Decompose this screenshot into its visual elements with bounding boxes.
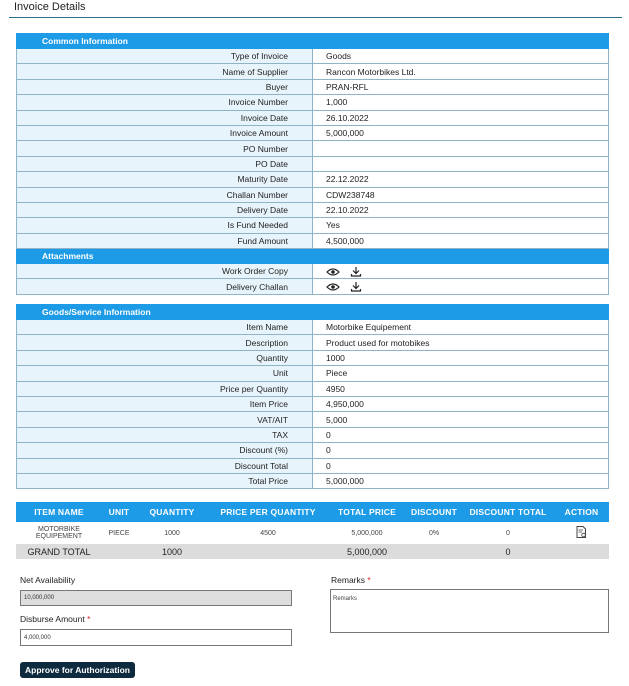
eye-icon[interactable] [326,282,340,292]
info-value: Yes [313,218,609,233]
goods-label: Price per Quantity [17,381,313,396]
goods-label: Quantity [17,350,313,365]
column-header: PRICE PER QUANTITY [208,502,328,522]
eye-icon[interactable] [326,267,340,277]
info-value: 22.10.2022 [313,202,609,217]
attachment-label: Work Order Copy [17,264,313,279]
info-label: Name of Supplier [17,64,313,79]
info-row [17,110,609,125]
grand-total-label: GRAND TOTAL [16,544,102,559]
grand-total-discount: 0 [462,544,554,559]
info-value: 4,500,000 [313,233,609,248]
info-row [17,202,609,217]
goods-label: Total Price [17,473,313,488]
remarks-label [331,575,371,585]
info-label: Is Fund Needed [17,218,313,233]
column-header: QUANTITY [136,502,208,522]
goods-row [17,396,609,411]
column-header: DISCOUNT [406,502,462,522]
goods-value: 4,950,000 [313,396,609,411]
attachment-row [17,279,609,294]
edit-document-icon[interactable] [576,526,587,540]
required-mark: * [367,575,371,585]
info-value: 1,000 [313,95,609,110]
title-divider [9,17,622,18]
info-label: Challan Number [17,187,313,202]
table-row [16,522,609,544]
column-header: TOTAL PRICE [328,502,406,522]
goods-row [17,443,609,458]
goods-label: Item Price [17,396,313,411]
goods-value: 4950 [313,381,609,396]
remarks-textarea[interactable]: Remarks [330,589,609,633]
remarks-text: Remarks [331,575,366,585]
disburse-amount-text: Disburse Amount [20,614,85,624]
info-value: 26.10.2022 [313,110,609,125]
goods-label: VAT/AIT [17,412,313,427]
required-mark: * [87,614,91,624]
grand-total-quantity: 1000 [136,544,208,559]
attachment-label: Delivery Challan [17,279,313,294]
goods-row [17,335,609,350]
column-header: UNIT [102,502,136,522]
info-row [17,156,609,171]
attachment-actions [313,264,609,279]
attachment-row [17,264,609,279]
column-header: DISCOUNT TOTAL [462,502,554,522]
info-label: Invoice Date [17,110,313,125]
attachments-header: Attachments [17,249,609,264]
info-label: Type of Invoice [17,49,313,64]
goods-row [17,427,609,442]
column-header: ITEM NAME [16,502,102,522]
download-icon[interactable] [350,267,364,277]
unit-cell: PIECE [102,522,136,544]
goods-value: 0 [313,458,609,473]
price-per-quantity-cell: 4500 [208,522,328,544]
goods-label: TAX [17,427,313,442]
goods-row [17,366,609,381]
download-icon[interactable] [350,282,364,292]
action-cell [554,522,609,544]
goods-value: Product used for motobikes [313,335,609,350]
page-title: Invoice Details [14,1,86,13]
info-label: Maturity Date [17,172,313,187]
grand-total-row [16,544,609,559]
discount-cell: 0% [406,522,462,544]
goods-label: Unit [17,366,313,381]
goods-value: Motorbike Equipement [313,320,609,335]
total-price-cell: 5,000,000 [328,522,406,544]
info-label: Invoice Amount [17,125,313,140]
items-header-row [16,502,609,522]
net-availability-label: Net Availability [20,575,76,585]
approve-for-authorization-button[interactable]: Approve for Authorization [20,662,135,678]
info-row [17,79,609,94]
info-label: Delivery Date [17,202,313,217]
quantity-cell: 1000 [136,522,208,544]
column-header: ACTION [554,502,609,522]
info-row [17,141,609,156]
info-value: CDW238748 [313,187,609,202]
grand-total-price: 5,000,000 [328,544,406,559]
attachment-actions [313,279,609,294]
item-name-cell: MOTORBIKE EQUIPEMENT [16,522,102,544]
disburse-amount-label [20,614,90,624]
info-row [17,95,609,110]
info-row [17,125,609,140]
info-value [313,156,609,171]
info-value: 5,000,000 [313,125,609,140]
goods-row [17,350,609,365]
goods-row [17,473,609,488]
info-label: Buyer [17,79,313,94]
info-row [17,64,609,79]
goods-service-header: Goods/Service Information [17,305,609,320]
goods-service-table [16,304,609,489]
info-row [17,233,609,248]
common-information-header: Common Information [17,34,609,49]
info-value [313,141,609,156]
goods-value: 5,000,000 [313,473,609,488]
disburse-amount-input[interactable]: 4,000,000 [20,629,292,646]
goods-value: 0 [313,427,609,442]
info-value: Goods [313,49,609,64]
goods-label: Discount Total [17,458,313,473]
goods-label: Discount (%) [17,443,313,458]
goods-value: 5,000 [313,412,609,427]
goods-label: Description [17,335,313,350]
common-information-table [16,33,609,295]
net-availability-field: 10,000,000 [20,590,292,606]
info-row [17,187,609,202]
info-value: 22.12.2022 [313,172,609,187]
info-value: Rancon Motorbikes Ltd. [313,64,609,79]
info-label: Fund Amount [17,233,313,248]
info-label: PO Number [17,141,313,156]
discount-total-cell: 0 [462,522,554,544]
goods-value: 0 [313,443,609,458]
info-label: PO Date [17,156,313,171]
info-row [17,218,609,233]
items-table [16,502,609,559]
goods-row [17,412,609,427]
info-row [17,172,609,187]
goods-label: Item Name [17,320,313,335]
info-row [17,49,609,64]
goods-value: 1000 [313,350,609,365]
goods-row [17,381,609,396]
info-label: Invoice Number [17,95,313,110]
goods-row [17,458,609,473]
goods-value: Piece [313,366,609,381]
goods-row [17,320,609,335]
info-value: PRAN-RFL [313,79,609,94]
